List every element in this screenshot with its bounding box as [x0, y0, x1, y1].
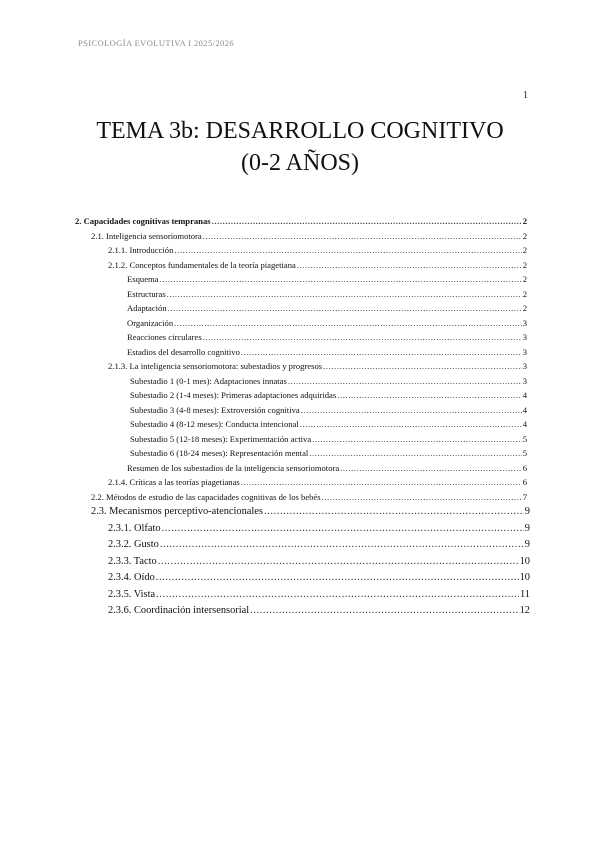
- toc-leader-dots: [288, 374, 522, 388]
- toc-entry[interactable]: [127, 345, 527, 359]
- toc-entry-page: 2: [522, 259, 527, 270]
- toc-entry[interactable]: [75, 214, 527, 228]
- toc-entry-page: 9: [524, 522, 530, 534]
- toc-entry-label: Subestadio 4 (8-12 meses): Conducta intencional: [130, 419, 299, 429]
- toc-leader-dots: [340, 461, 522, 475]
- toc-entry-label: Subestadio 2 (1-4 meses): Primeras adaptaciones adquiridas: [130, 390, 337, 400]
- toc-leader-dots: [203, 229, 522, 243]
- toc-leader-dots: [312, 432, 522, 446]
- toc-entry-page: 6: [522, 462, 527, 473]
- toc-entry-page: 2: [522, 303, 527, 313]
- toc-entry-label: Resumen de los subestadios de la inteligencia sensoriomotora: [127, 462, 340, 473]
- toc-entry-label: Subestadio 5 (12-18 meses): Experimentación activa: [130, 433, 312, 444]
- toc-entry[interactable]: [127, 272, 527, 286]
- toc-entry[interactable]: [130, 403, 527, 417]
- document-title: [60, 115, 540, 179]
- toc-entry-page: 5: [522, 448, 527, 458]
- toc-entry-label: Organización: [127, 317, 174, 328]
- toc-leader-dots: [160, 272, 522, 286]
- toc-leader-dots: [322, 490, 522, 504]
- toc-leader-dots: [337, 388, 522, 402]
- toc-entry-page: 4: [522, 404, 527, 415]
- toc-entry-label: 2. Capacidades cognitivas tempranas: [75, 216, 211, 226]
- toc-entry[interactable]: [108, 603, 530, 619]
- toc-leader-dots: [309, 446, 521, 460]
- toc-leader-dots: [241, 475, 522, 489]
- toc-entry-label: Subestadio 6 (18-24 meses): Representación mental: [130, 448, 309, 458]
- title-line-1: TEMA 3b: DESARROLLO COGNITIVO: [96, 118, 504, 144]
- running-header: PSICOLOGÍA EVOLUTIVA I 2025/2026: [78, 38, 234, 48]
- toc-entry-page: 7: [522, 492, 527, 502]
- toc-entry-page: 12: [519, 605, 530, 616]
- toc-entry-label: Subestadio 1 (0-1 mes): Adaptaciones innatas: [130, 375, 287, 386]
- toc-entry-page: 3: [522, 317, 527, 328]
- toc-entry-label: Subestadio 3 (4-8 meses): Extroversión cognitiva: [130, 404, 300, 415]
- toc-entry-label: 2.3.4. Oído: [108, 572, 155, 583]
- toc-entry-label: 2.1.3. La inteligencia sensoriomotora: subestadios y progresos: [108, 361, 323, 371]
- toc-entry-page: 9: [524, 539, 530, 550]
- toc-leader-dots: [297, 258, 522, 272]
- toc-entry-page: 5: [522, 433, 527, 444]
- toc-entry[interactable]: [108, 554, 530, 570]
- toc-entry-page: 2: [522, 245, 527, 255]
- toc-entry[interactable]: [108, 243, 527, 257]
- toc-entry[interactable]: [127, 330, 527, 344]
- toc-entry[interactable]: [108, 537, 530, 553]
- toc-entry-label: Reacciones circulares: [127, 332, 202, 342]
- toc-entry[interactable]: [91, 229, 527, 243]
- toc-leader-dots: [174, 316, 522, 330]
- toc-entry-label: 2.1.4. Críticas a las teorías piagetianas: [108, 477, 240, 487]
- toc-entry-page: 2: [522, 216, 527, 226]
- toc-leader-dots: [301, 403, 522, 417]
- toc-entry-page: 10: [519, 572, 530, 583]
- toc-entry-page: 3: [522, 332, 527, 342]
- toc-entry-page: 3: [522, 361, 527, 371]
- toc-entry[interactable]: [127, 301, 527, 315]
- toc-leader-dots: [168, 301, 522, 315]
- page-number: 1: [523, 90, 528, 101]
- toc-entry[interactable]: [130, 432, 527, 446]
- toc-entry[interactable]: [91, 490, 527, 504]
- toc-entry[interactable]: [130, 388, 527, 402]
- toc-entry-label: Estadios del desarrollo cognitivo: [127, 346, 240, 357]
- toc-entry[interactable]: [127, 287, 527, 301]
- toc-leader-dots: [250, 603, 518, 619]
- toc-leader-dots: [212, 214, 522, 228]
- toc-entry-label: 2.1.2. Conceptos fundamentales de la teoría piagetiana: [108, 259, 296, 270]
- toc-entry-page: 2: [522, 230, 527, 241]
- toc-entry[interactable]: [127, 316, 527, 330]
- toc-leader-dots: [323, 359, 522, 373]
- toc-entry[interactable]: [91, 504, 530, 520]
- toc-entry[interactable]: [108, 570, 530, 586]
- toc-entry-page: 2: [522, 274, 527, 284]
- toc-entry[interactable]: [130, 374, 527, 388]
- toc-leader-dots: [241, 345, 522, 359]
- toc-leader-dots: [156, 587, 519, 603]
- toc-entry-label: Esquema: [127, 274, 159, 284]
- toc-entry-label: Adaptación: [127, 303, 167, 313]
- toc-entry-label: 2.3. Mecanismos perceptivo-atencionales: [91, 506, 263, 517]
- toc-entry[interactable]: [108, 475, 527, 489]
- toc-leader-dots: [156, 570, 519, 586]
- toc-leader-dots: [158, 554, 519, 570]
- toc-entry[interactable]: [130, 446, 527, 460]
- toc-entry-page: 3: [522, 375, 527, 386]
- toc-entry-page: 9: [524, 506, 530, 517]
- toc-entry-page: 6: [522, 477, 527, 487]
- toc-entry-label: 2.3.6. Coordinación intersensorial: [108, 605, 250, 616]
- toc-entry[interactable]: [108, 521, 530, 537]
- toc-leader-dots: [300, 417, 522, 431]
- toc-entry-label: 2.3.2. Gusto: [108, 539, 159, 550]
- toc-entry[interactable]: [108, 359, 527, 373]
- toc-entry-label: Estructuras: [127, 288, 166, 299]
- toc-entry-label: 2.3.3. Tacto: [108, 555, 157, 567]
- toc-entry-page: 10: [519, 555, 530, 567]
- toc-leader-dots: [167, 287, 522, 301]
- toc-leader-dots: [264, 504, 524, 520]
- toc-leader-dots: [160, 537, 524, 553]
- toc-entry[interactable]: [108, 587, 530, 603]
- toc-entry-page: 4: [522, 390, 527, 400]
- toc-entry-label: 2.1.1. Introducción: [108, 245, 174, 255]
- toc-entry-label: 2.2. Métodos de estudio de las capacidades cognitivas de los bebés: [91, 492, 321, 502]
- toc-entry[interactable]: [108, 258, 527, 272]
- toc-entry-label: 2.3.1. Olfato: [108, 522, 161, 534]
- toc-leader-dots: [174, 243, 521, 257]
- toc-entry-page: 4: [522, 419, 527, 429]
- toc-leader-dots: [162, 521, 524, 537]
- toc-entry-page: 3: [522, 346, 527, 357]
- toc-entry-label: 2.3.5. Vista: [108, 588, 156, 600]
- toc-leader-dots: [203, 330, 522, 344]
- toc-entry-label: 2.1. Inteligencia sensoriomotora: [91, 230, 202, 241]
- toc-entry[interactable]: [127, 461, 527, 475]
- toc-entry[interactable]: [130, 417, 527, 431]
- toc-entry-page: 11: [519, 588, 530, 600]
- title-line-2: (0-2 AÑOS): [241, 150, 359, 176]
- toc-entry-page: 2: [522, 288, 527, 299]
